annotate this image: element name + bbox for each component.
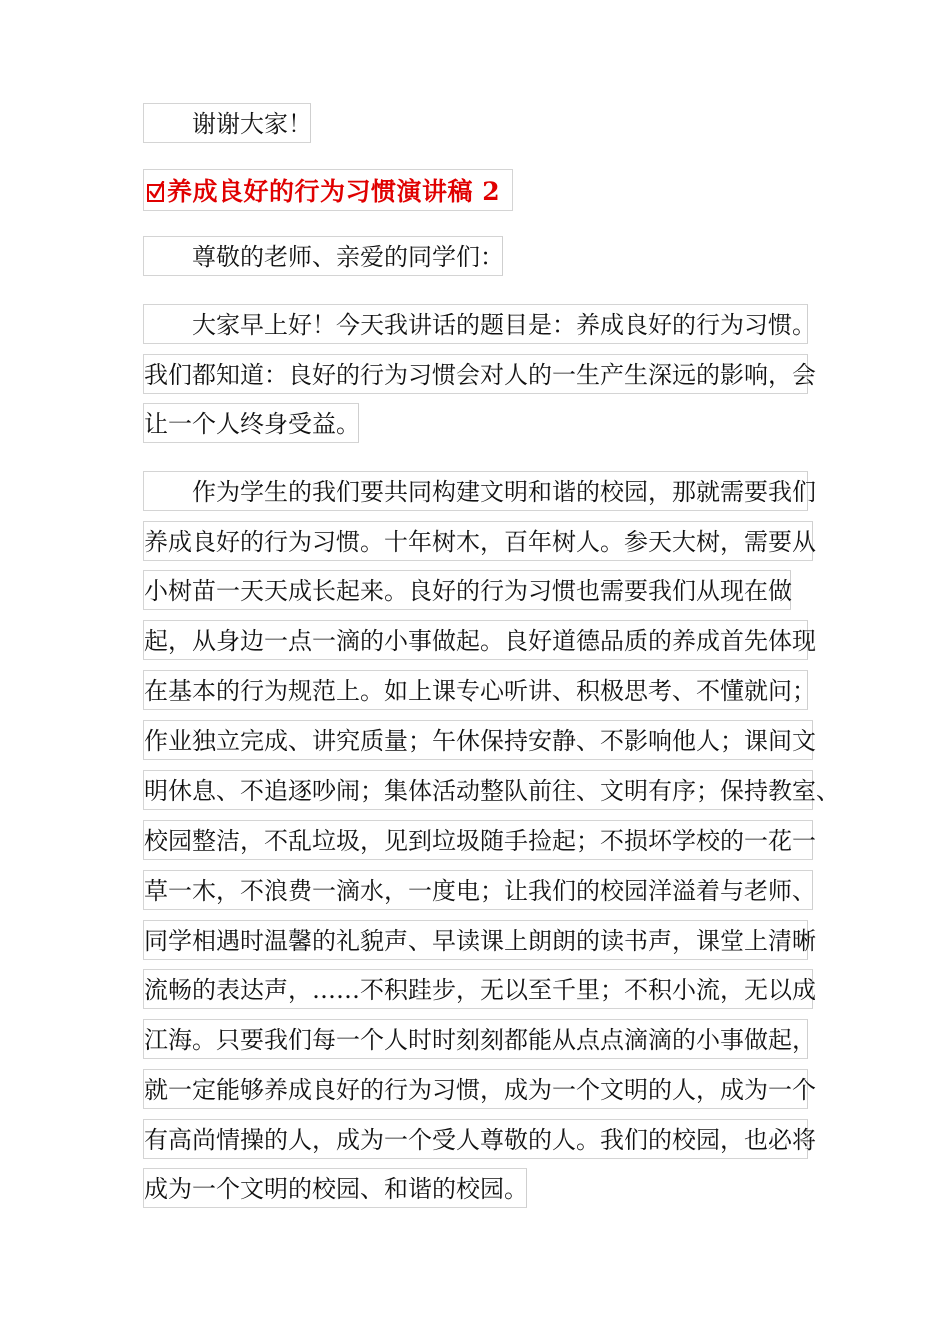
paragraph2-line bbox=[143, 570, 791, 610]
paragraph1-text: 大家早上好！今天我讲话的题目是：养成良好的行为习惯。 bbox=[192, 311, 816, 339]
closing-text: 谢谢大家！ bbox=[192, 110, 312, 138]
paragraph2-text: 作为学生的我们要共同构建文明和谐的校园，那就需要我们 bbox=[192, 478, 816, 506]
section-heading bbox=[143, 169, 513, 211]
paragraph2-text: 有高尚情操的人，成为一个受人尊敬的人。我们的校园，也必将 bbox=[144, 1126, 816, 1154]
paragraph1-text: 我们都知道：良好的行为习惯会对人的一生产生深远的影响，会 bbox=[144, 361, 816, 389]
paragraph2-text: 明休息、不追逐吵闹；集体活动整队前往、文明有序；保持教室、 bbox=[144, 777, 840, 805]
paragraph2-line bbox=[143, 820, 816, 860]
paragraph2-line bbox=[143, 770, 840, 810]
greeting-text: 尊敬的老师、亲爱的同学们： bbox=[192, 243, 504, 271]
paragraph2-text: 养成良好的行为习惯。十年树木，百年树人。参天大树，需要从 bbox=[144, 528, 816, 556]
heading-text: 养成良好的行为习惯演讲稿 2 bbox=[167, 177, 501, 206]
paragraph2-text: 江海。只要我们每一个人时时刻刻都能从点点滴滴的小事做起， bbox=[144, 1026, 816, 1054]
paragraph2-text: 同学相遇时温馨的礼貌声、早读课上朗朗的读书声，课堂上清晰 bbox=[144, 927, 816, 955]
paragraph2-text: 校园整洁，不乱垃圾，见到垃圾随手捡起；不损坏学校的一花一 bbox=[144, 827, 816, 855]
paragraph2-line bbox=[143, 670, 816, 710]
paragraph2-text: 流畅的表达声，……不积跬步，无以至千里；不积小流，无以成 bbox=[144, 976, 816, 1004]
paragraph2-line bbox=[143, 471, 816, 511]
paragraph2-line bbox=[143, 1119, 816, 1159]
paragraph2-text: 草一木，不浪费一滴水，一度电；让我们的校园洋溢着与老师、 bbox=[144, 877, 816, 905]
paragraph2-line bbox=[143, 1168, 527, 1208]
paragraph1-line bbox=[143, 354, 816, 394]
paragraph2-text: 在基本的行为规范上。如上课专心听讲、积极思考、不懂就问； bbox=[144, 677, 816, 705]
paragraph2-line bbox=[143, 1019, 816, 1059]
paragraph2-text: 成为一个文明的校园、和谐的校园。 bbox=[144, 1175, 528, 1203]
paragraph2-line bbox=[143, 620, 816, 660]
paragraph2-text: 作业独立完成、讲究质量；午休保持安静、不影响他人；课间文 bbox=[144, 727, 816, 755]
closing-line bbox=[143, 103, 311, 143]
paragraph2-line bbox=[143, 1069, 816, 1109]
greeting-line bbox=[143, 236, 503, 276]
paragraph2-line bbox=[143, 870, 816, 910]
paragraph2-text: 小树苗一天天成长起来。良好的行为习惯也需要我们从现在做 bbox=[144, 577, 792, 605]
paragraph2-text: 就一定能够养成良好的行为习惯，成为一个文明的人，成为一个 bbox=[144, 1076, 816, 1104]
paragraph2-line bbox=[143, 521, 816, 561]
paragraph2-line bbox=[143, 720, 816, 760]
paragraph2-line bbox=[143, 969, 816, 1009]
paragraph1-text: 让一个人终身受益。 bbox=[144, 410, 360, 438]
paragraph2-text: 起，从身边一点一滴的小事做起。良好道德品质的养成首先体现 bbox=[144, 627, 816, 655]
checkbox-checked-icon bbox=[147, 181, 165, 203]
paragraph2-line bbox=[143, 920, 816, 960]
paragraph1-line bbox=[143, 304, 816, 344]
paragraph1-line bbox=[143, 403, 359, 443]
